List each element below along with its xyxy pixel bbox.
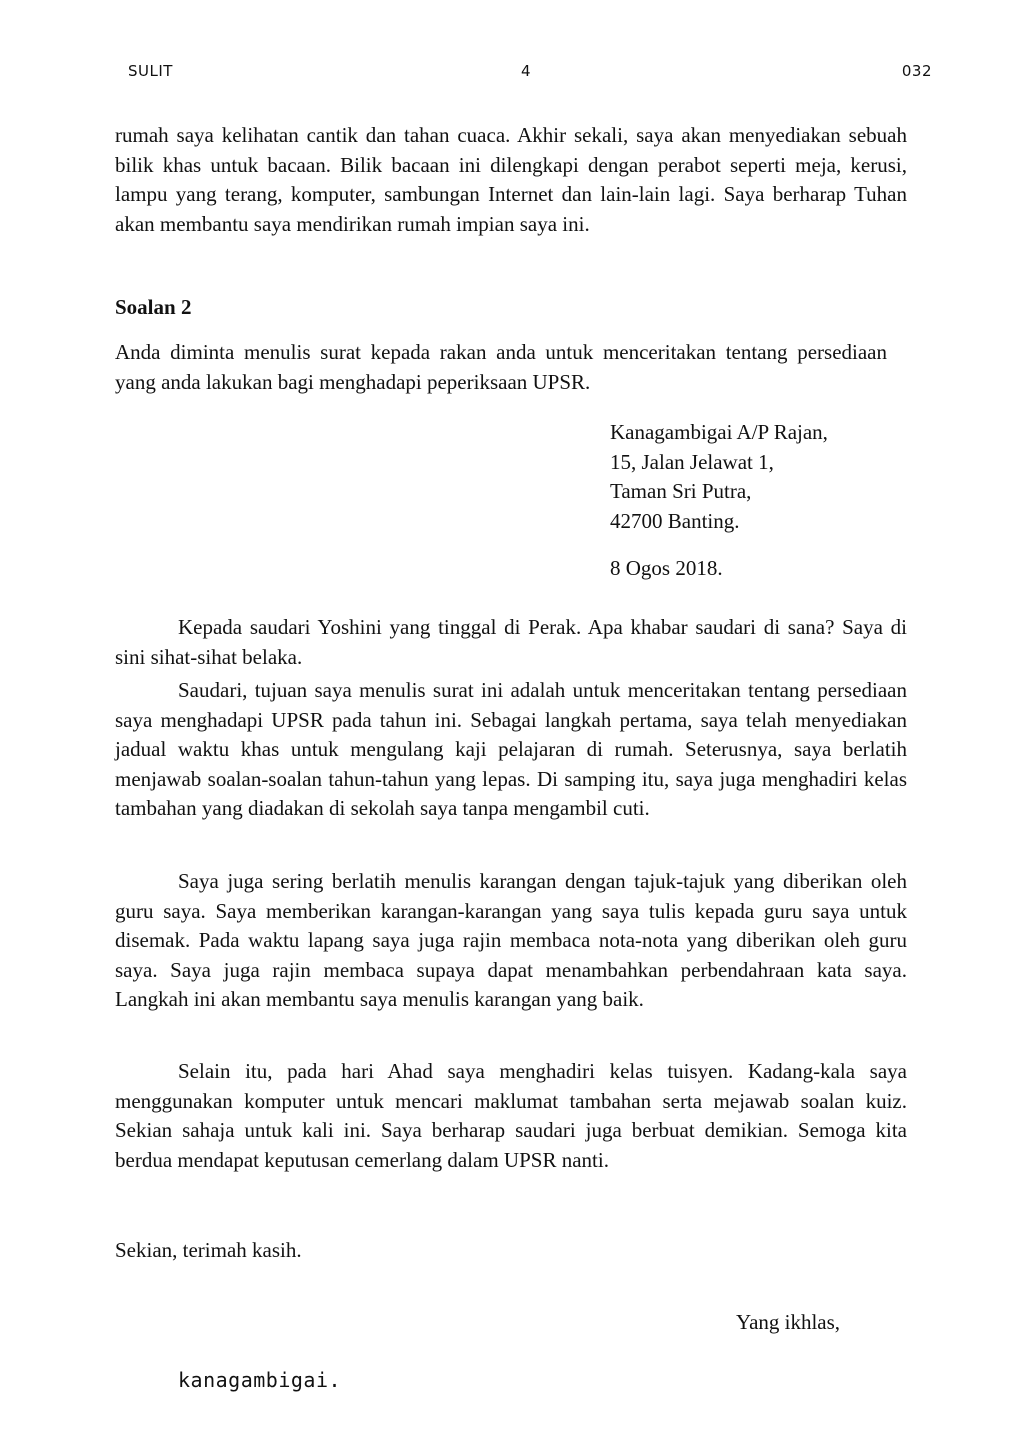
letter-paragraph-4: Selain itu, pada hari Ahad saya menghadiri kelas tuisyen. Kadang-kala saya menggunakan komputer untuk mencari maklumat tambahan serta mejawab soalan kuiz. Sekian sahaja untuk kali ini. Saya berharap saudari juga berbuat demikian. Semoga kita berdua mendapat keputusan cemerlang dalam UPSR nanti. bbox=[115, 1059, 907, 1172]
letter-signature: kanagambigai. bbox=[178, 1368, 342, 1392]
address-line: Kanagambigai A/P Rajan, bbox=[610, 420, 828, 444]
letter-paragraph-1: Kepada saudari Yoshini yang tinggal di Perak. Apa khabar saudari di sana? Saya di sini sihat-sihat belaka. bbox=[115, 615, 907, 669]
letter-date: 8 Ogos 2018. bbox=[610, 556, 723, 580]
question-title: Soalan 2 bbox=[115, 295, 192, 319]
paper-code: 032 bbox=[901, 62, 932, 80]
question-prompt: Anda diminta menulis surat kepada rakan anda untuk menceritakan tentang persediaan yang anda lakukan bagi menghadapi peperiksaan UPSR. bbox=[115, 340, 887, 394]
letter-closing: Sekian, terimah kasih. bbox=[115, 1238, 302, 1262]
sender-address bbox=[610, 418, 828, 536]
intro-paragraph: rumah saya kelihatan cantik dan tahan cuaca. Akhir sekali, saya akan menyediakan sebuah bilik khas untuk bacaan. Bilik bacaan ini dilengkapi dengan perabot seperti meja, kerusi, lampu yang terang, komputer, sambungan Internet dan lain-lain lagi. Saya berharap Tuhan akan membantu saya mendirikan rumah impian saya ini. bbox=[115, 123, 907, 236]
page-header bbox=[0, 62, 1024, 86]
address-line: 15, Jalan Jelawat 1, bbox=[610, 449, 774, 474]
letter-signoff: Yang ikhlas, bbox=[736, 1310, 841, 1334]
letter-paragraph-2: Saudari, tujuan saya menulis surat ini adalah untuk menceritakan tentang persediaan saya menghadapi UPSR pada tahun ini. Sebagai langkah pertama, saya telah menyediakan jadual waktu khas untuk mengulang kaji pelajaran di rumah. Seterusnya, saya berlatih menjawab soalan-soalan tahun-tahun yang lepas. Di samping itu, saya juga menghadiri kelas tambahan yang diadakan di sekolah saya tanpa mengambil cuti. bbox=[115, 678, 907, 821]
address-line: Taman Sri Putra, bbox=[610, 479, 752, 503]
address-line: 42700 Banting. bbox=[610, 508, 740, 533]
confidential-label: SULIT bbox=[128, 62, 173, 80]
page-number: 4 bbox=[521, 62, 532, 80]
letter-paragraph-3: Saya juga sering berlatih menulis karangan dengan tajuk-tajuk yang diberikan oleh guru saya. Saya memberikan karangan-karangan yang saya tulis kepada guru saya untuk disemak. Pada waktu lapang saya juga rajin membaca nota-nota yang diberikan oleh guru saya. Saya juga rajin membaca supaya dapat menambahkan perbendahraan kata saya. Langkah ini akan membantu saya menulis karangan yang baik. bbox=[115, 869, 907, 1012]
